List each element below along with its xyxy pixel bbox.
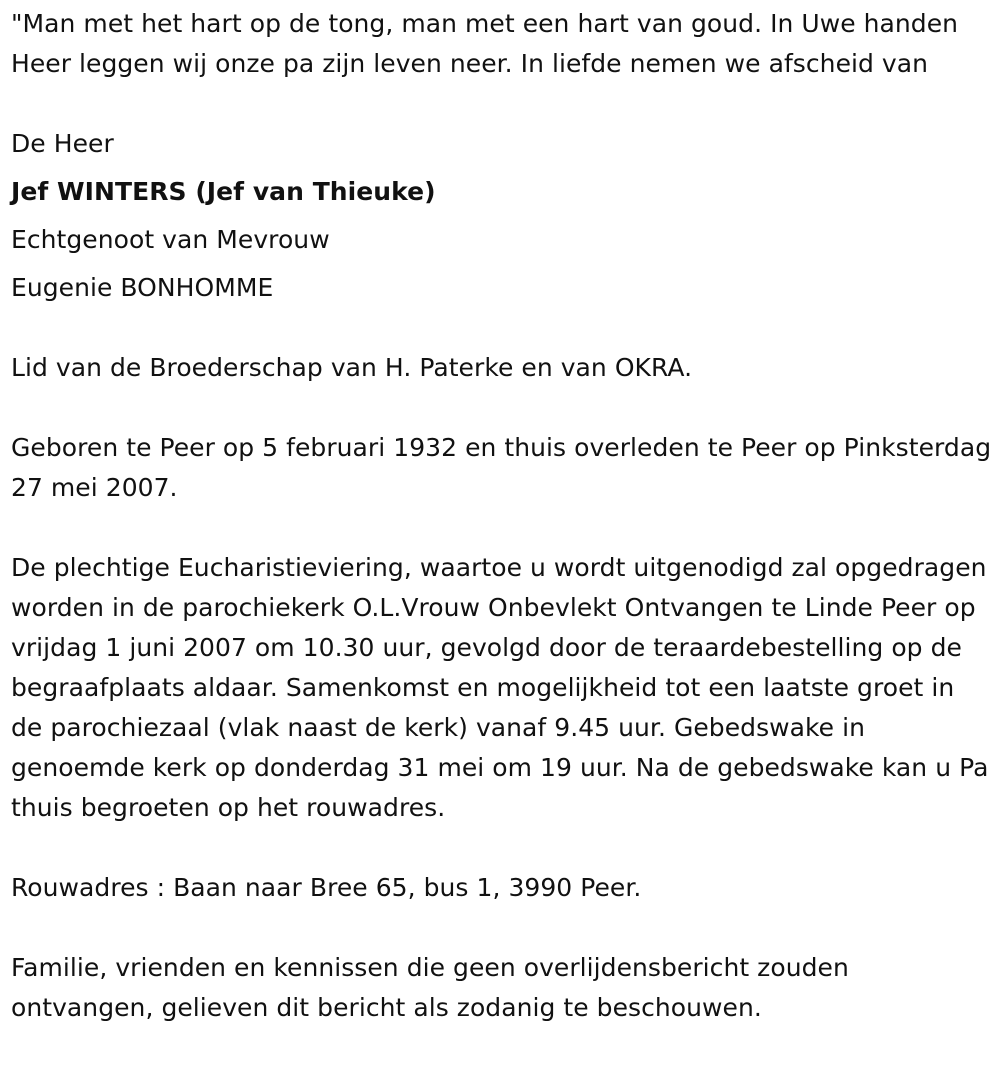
- deceased-name: Jef WINTERS (Jef van Thieuke): [11, 177, 436, 206]
- obituary-notice: [11, 4, 1000, 1028]
- closing-text: Familie, vrienden en kennissen die geen overlijdensbericht zouden ontvangen, gelieven dit bericht als zodanig te beschouwen.: [11, 953, 857, 1022]
- spacer: [11, 508, 993, 548]
- spacer: [11, 388, 993, 428]
- membership-text: Lid van de Broederschap van H. Paterke en van OKRA.: [11, 353, 693, 382]
- birth-death-text: Geboren te Peer op 5 februari 1932 en thuis overleden te Peer op Pinksterdag 27 mei 2007.: [11, 433, 1000, 502]
- honorific-title: De Heer: [11, 129, 114, 158]
- spacer: [11, 828, 993, 868]
- spacer: [11, 308, 993, 348]
- spacer: [11, 84, 993, 124]
- spouse-line-1: Echtgenoot van Mevrouw: [11, 225, 330, 254]
- intro-quote: "Man met het hart op de tong, man met een hart van goud. In Uwe handen Heer leggen wij onze pa zijn leven neer. In liefde nemen we afscheid van: [11, 9, 967, 78]
- spouse-line-2: Eugenie BONHOMME: [11, 273, 274, 302]
- mourning-address: Rouwadres : Baan naar Bree 65, bus 1, 3990 Peer.: [11, 873, 642, 902]
- spacer: [11, 908, 993, 948]
- ceremony-text: De plechtige Eucharistieviering, waartoe u wordt uitgenodigd zal opgedragen worden in de parochiekerk O.L.Vrouw Onbevlekt Ontvangen te Linde Peer op vrijdag 1 juni 2007 om 10.30 uur, gevolgd door de teraardebestelling op de begraafplaats aldaar. Samenkomst en mogelijkheid tot een laatste groet in de parochiezaal (vlak naast de kerk) vanaf 9.45 uur. Gebedswake in genoemde kerk op donderdag 31 mei om 19 uur. Na de gebedswake kan u Pa thuis begroeten op het rouwadres.: [11, 553, 997, 822]
